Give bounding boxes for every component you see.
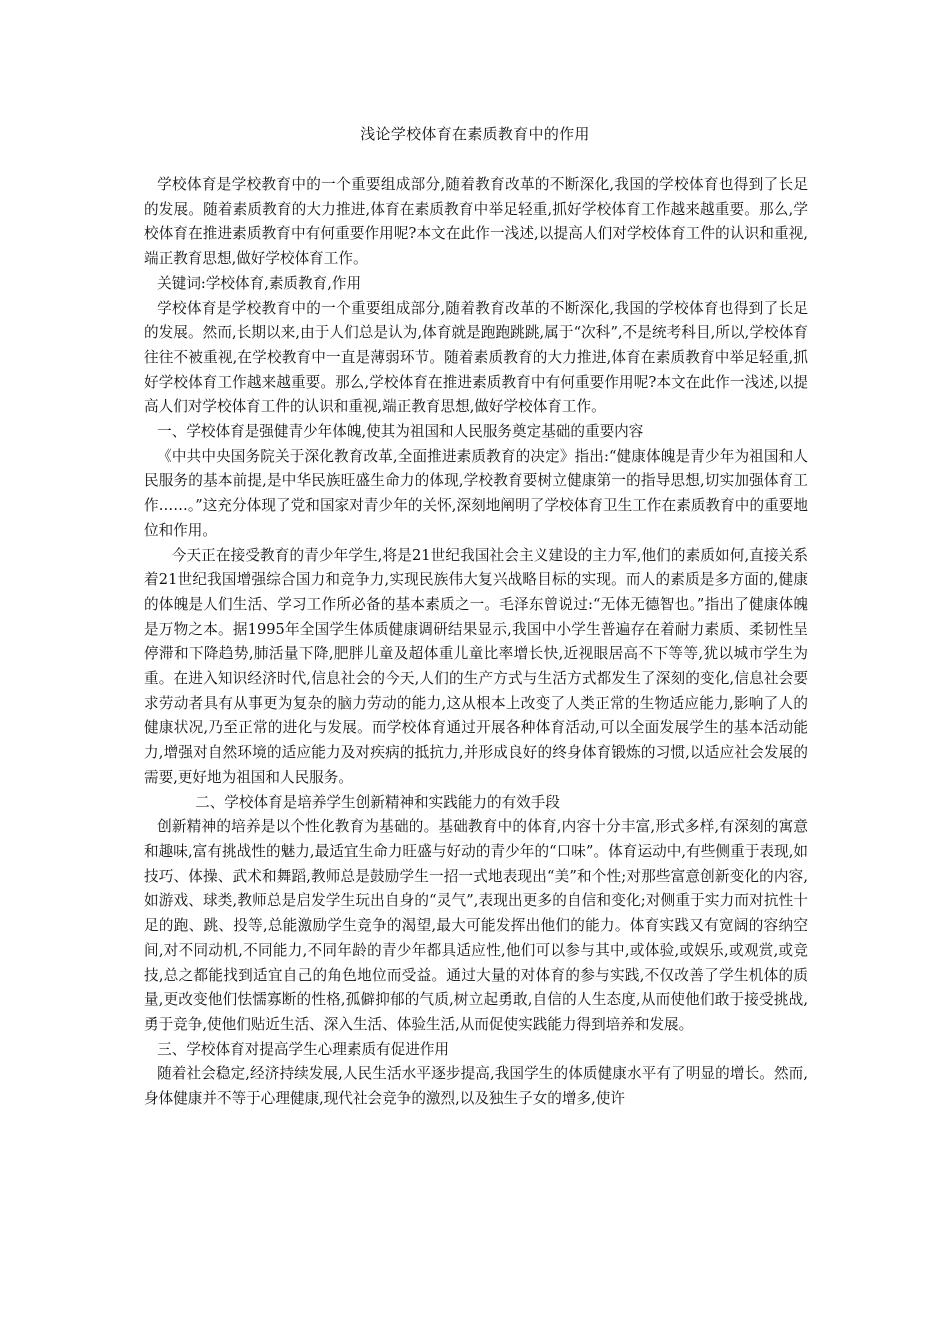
intro-paragraph: 学校体育是学校教育中的一个重要组成部分,随着教育改革的不断深化,我国的学校体育也得到了长足的发展。然而,长期以来,由于人们总是认为,体育就是跑跑跳跳,属于“次科”,不是统考科目,所以,学校体育往往不被重视,在学校教育中一直是薄弱环节。随着素质教育的大力推进,体育在素质教育中举足轻重,抓好学校体育工作越来越重要。那么,学校体育在推进素质教育中有何重要作用呢?本文在此作一浅述,以提高人们对学校体育工件的认识和重视,端正教育思想,做好学校体育工作。 — [144, 299, 808, 416]
section-heading-1: 一、学校体育是强健青少年体魄,使其为祖国和人民服务奠定基础的重要内容 — [157, 423, 644, 441]
section-2-paragraph-1: 创新精神的培养是以个性化教育为基础的。基础教育中的体育,内容十分丰富,形式多样,有深刻的寓意和趣味,富有挑战性的魅力,最适宜生命力旺盛与好动的青少年的“口味”。体育运动中,有些侧重于表现,如技巧、体操、武术和舞蹈,教师总是鼓励学生一招一式地表现出“美”和个性;对那些富意创新变化的内容,如游戏、球类,教师总是启发学生玩出自身的“灵气”,表现出更多的自信和变化;对侧重于实力而对抗性十足的跑、跳、投等,总能激励学生竞争的渴望,最大可能发挥出他们的能力。体育实践又有宽阔的容纳空间,对不同动机,不同能力,不同年龄的青少年都具适应性,他们可以参与其中,或体验,或娱乐,或观赏,或竞技,总之都能找到适宜自己的角色地位而受益。通过大量的对体育的参与实践,不仅改善了学生机体的质量,更改变他们怯懦寡断的性格,孤僻抑郁的气质,树立起勇敢,自信的人生态度,从而使他们敢于接受挑战,勇于竞争,使他们贴近生活、深入生活、体验生活,从而促使实践能力得到培养和发展。 — [144, 818, 808, 1033]
section-3-paragraph-1: 随着社会稳定,经济持续发展,人民生活水平逐步提高,我国学生的体质健康水平有了明显的增长。然而,身体健康并不等于心理健康,现代社会竞争的激烈,以及独生子女的增多,使许 — [144, 1065, 808, 1108]
section-1-paragraph-1: 《中共中央国务院关于深化教育改革,全面推进素质教育的决定》指出:“健康体魄是青少年为祖国和人民服务的基本前提,是中华民族旺盛生命力的体现,学校教育要树立健康第一的指导思想,切实加强体育工作……。”这充分体现了党和国家对青少年的关怀,深刻地阐明了学校体育卫生工作在素质教育中的重要地位和作用。 — [144, 447, 808, 539]
section-heading-3: 三、学校体育对提高学生心理素质有促进作用 — [157, 1040, 450, 1058]
abstract-paragraph: 学校体育是学校教育中的一个重要组成部分,随着教育改革的不断深化,我国的学校体育也得到了长足的发展。随着素质教育的大力推进,体育在素质教育中举足轻重,抓好学校体育工作越来越重要。那么,学校体育在推进素质教育中有何重要作用呢?本文在此作一浅述,以提高人们对学校体育工件的认识和重视,端正教育思想,做好学校体育工作。 — [144, 176, 808, 268]
keywords-line: 关键词:学校体育,素质教育,作用 — [157, 274, 362, 292]
section-heading-2: 二、学校体育是培养学生创新精神和实践能力的有效手段 — [195, 793, 560, 811]
section-1-paragraph-2: 今天正在接受教育的青少年学生,将是21世纪我国社会主义建设的主力军,他们的素质如何,直接关系着21世纪我国增强综合国力和竞争力,实现民族伟大复兴战略目标的实现。而人的素质是多方面的,健康的体魄是人们生活、学习工作所必备的基本素质之一。毛泽东曾说过:“无体无德智也。”指出了健康体魄是万物之本。据1995年全国学生体质健康调研结果显示,我国中小学生普遍存在着耐力素质、柔韧性呈停滞和下降趋势,肺活量下降,肥胖儿童及超体重儿童比率增长快,近视眼居高不下等等,犹以城市学生为重。在进入知识经济时代,信息社会的今天,人们的生产方式与生活方式都发生了深刻的变化,信息社会要求劳动者具有从事更为复杂的脑力劳动的能力,这从根本上改变了人类正常的生物适应能力,影响了人的健康状况,乃至正常的进化与发展。而学校体育通过开展各种体育活动,可以全面发展学生的基本活动能力,增强对自然环境的适应能力及对疾病的抵抗力,并形成良好的终身体育锻炼的习惯,以适应社会发展的需要,更好地为祖国和人民服务。 — [144, 546, 808, 786]
document-body — [144, 173, 808, 1112]
document-title: 浅论学校体育在素质教育中的作用 — [360, 125, 590, 143]
